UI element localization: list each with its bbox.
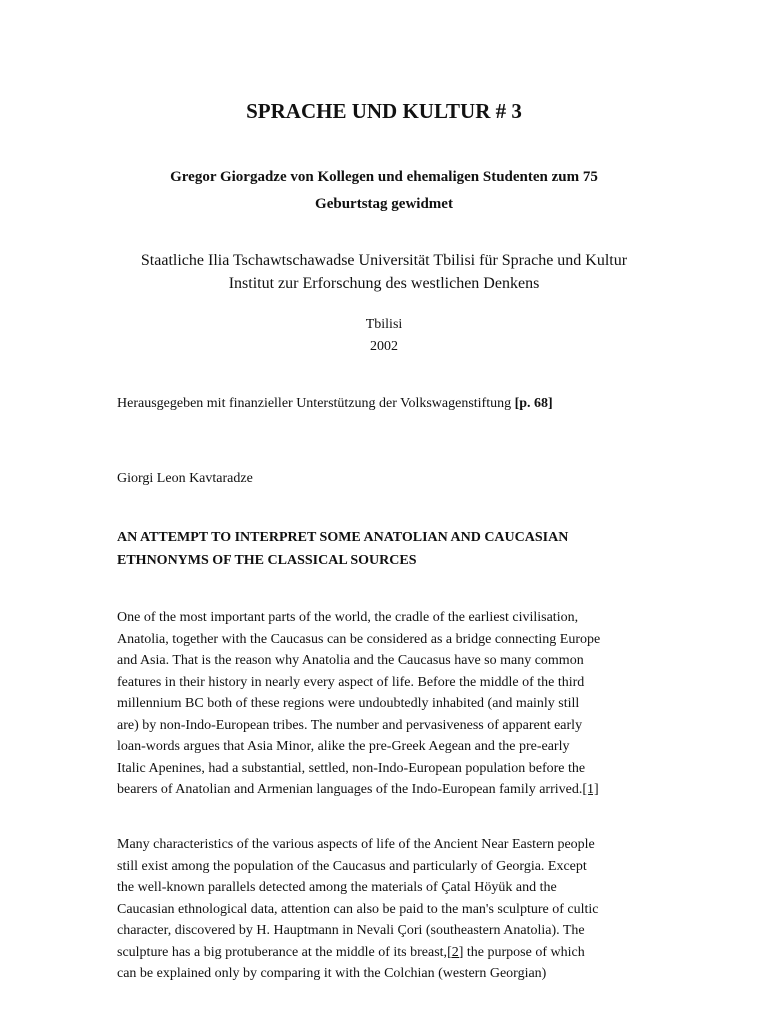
place-year: 2002 (370, 339, 398, 354)
paragraph-line: character, discovered by H. Hauptmann in Nevali Çori (southeastern Anatolia). The (117, 923, 585, 938)
publication-place (0, 314, 768, 358)
footnote-link-2[interactable]: [2] (447, 944, 464, 960)
funding-text: Herausgegeben mit finanzieller Unterstützung der Volkswagenstiftung (117, 396, 515, 411)
paragraph-line: One of the most important parts of the world, the cradle of the earliest civilisation, (117, 610, 579, 625)
footnote-link-1[interactable]: [1] (582, 782, 599, 797)
paragraph-line: can be explained only by comparing it with the Colchian (western Georgian) (117, 966, 547, 981)
institution-line: Institut zur Erforschung des westlichen Denkens (228, 275, 540, 292)
paragraph-line: Anatolia, together with the Caucasus can be considered as a bridge connecting Europe (117, 631, 601, 647)
institution-line: Staatliche Ilia Tschawtschawadse Universität Tbilisi für Sprache und Kultur (140, 252, 628, 269)
paragraph-line (117, 942, 657, 964)
funding-note (117, 393, 657, 415)
paragraph-line: loan-words argues that Asia Minor, alike the pre-Greek Aegean and the pre-early (117, 739, 570, 754)
paragraph-line: Many characteristics of the various aspects of life of the Ancient Near Eastern people (117, 837, 595, 852)
paragraph-line: still exist among the population of the Caucasus and particularly of Georgia. Except (117, 858, 587, 874)
paragraph-2 (117, 834, 657, 985)
place-city: Tbilisi (365, 317, 403, 332)
paragraph-line-text: the purpose of which (463, 944, 585, 960)
journal-title: SPRACHE UND KULTUR # 3 (246, 99, 522, 123)
article-title (117, 526, 657, 572)
paragraph-line: are) by non-Indo-European tribes. The number and pervasiveness of apparent early (117, 717, 583, 733)
author-name: Giorgi Leon Kavtaradze (117, 471, 253, 486)
subtitle-line: Gregor Giorgadze von Kollegen und ehemaligen Studenten zum 75 (170, 169, 598, 185)
page-reference: [p. 68] (514, 396, 553, 411)
paragraph-line: Italic Apenines, had a substantial, settled, non-Indo-European population before the (117, 760, 586, 776)
paragraph-line: Caucasian ethnological data, attention can also be paid to the man's sculpture of cultic (117, 901, 599, 917)
paragraph-line: and Asia. That is the reason why Anatolia and the Caucasus have so many common (117, 653, 584, 668)
paragraph-line-text: bearers of Anatolian and Armenian languages of the Indo-European family arrived. (117, 782, 583, 797)
paragraph-line (117, 779, 657, 801)
article-title-line: ETHNONYMS OF THE CLASSICAL SOURCES (117, 553, 417, 568)
paragraph-line: features in their history in nearly every aspect of life. Before the middle of the third (117, 674, 585, 690)
dedication-subtitle (0, 164, 768, 218)
paragraph-1 (117, 607, 657, 801)
article-title-line: AN ATTEMPT TO INTERPRET SOME ANATOLIAN AND CAUCASIAN (117, 530, 569, 545)
institution (0, 249, 768, 295)
paragraph-line: millennium BC both of these regions were undoubtedly inhabited (and mainly still (117, 696, 580, 711)
subtitle-line: Geburtstag gewidmet (315, 196, 453, 212)
paragraph-line-text: sculpture has a big protuberance at the middle of its breast, (117, 944, 448, 960)
paragraph-line: the well-known parallels detected among the materials of Çatal Höyük and the (117, 880, 557, 895)
